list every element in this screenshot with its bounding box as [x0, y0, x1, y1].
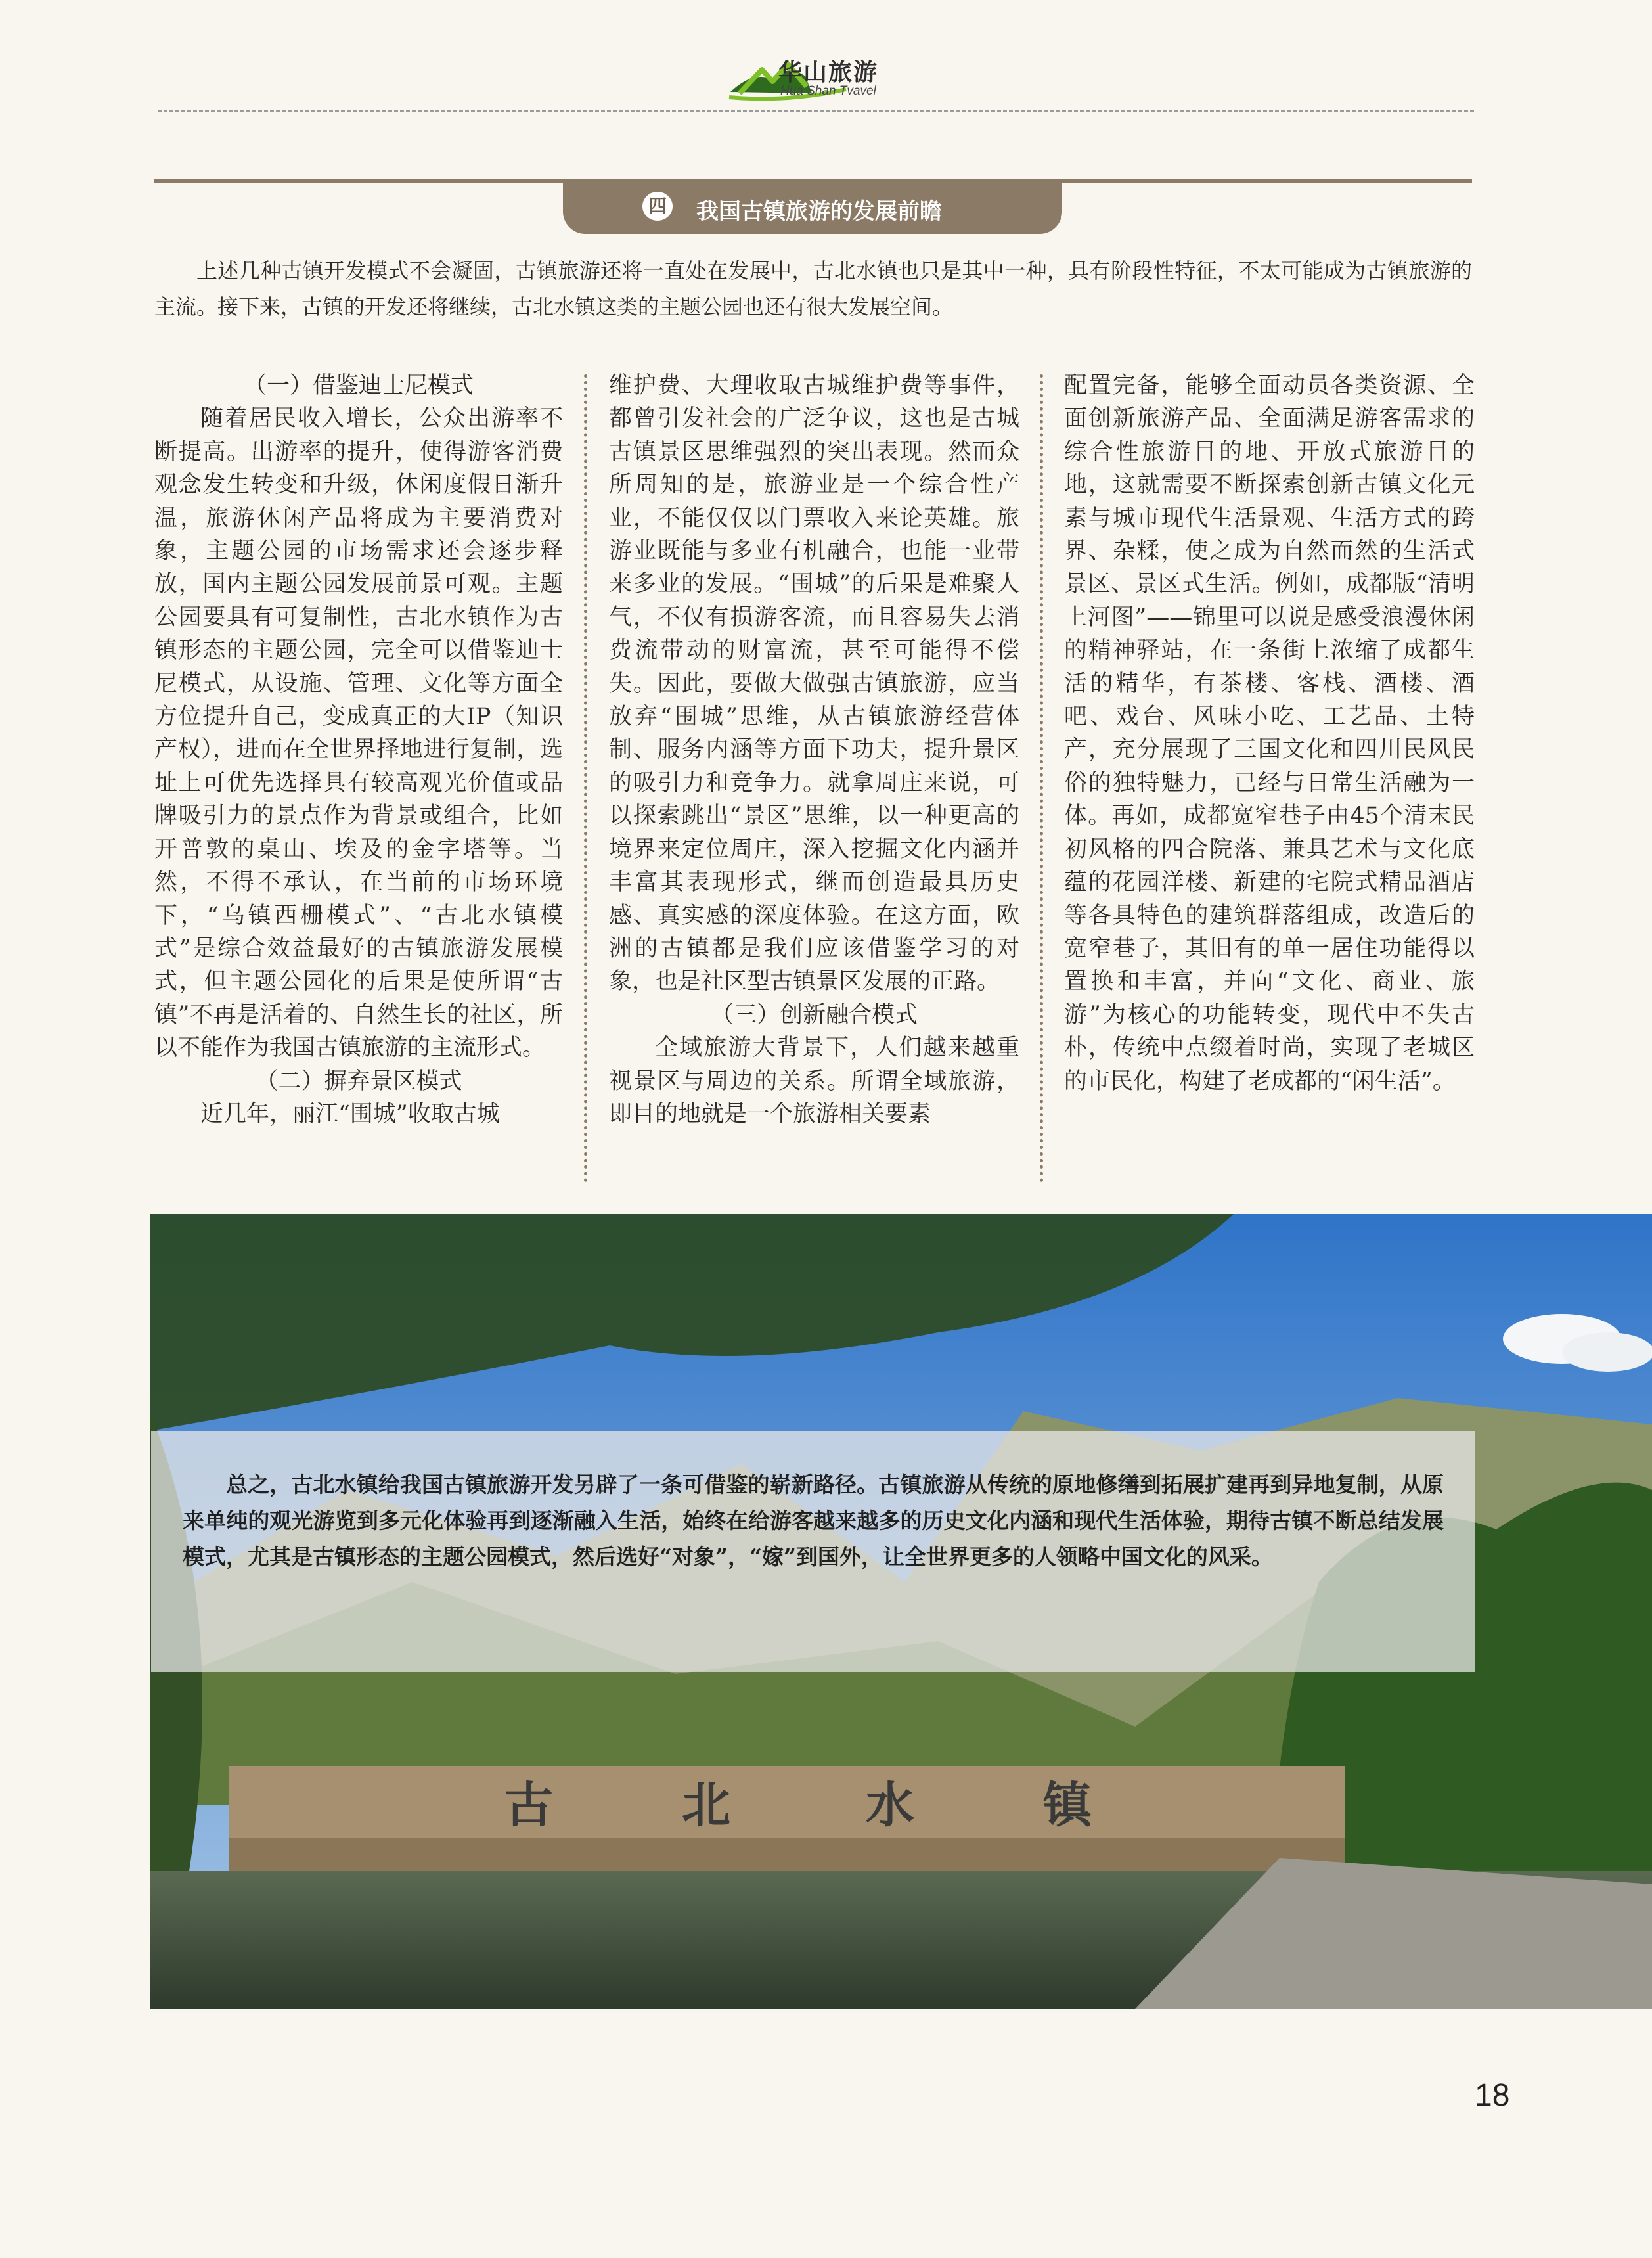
text-column-1 [154, 369, 563, 1131]
dam-sign-char: 水 [866, 1777, 914, 1834]
paragraph: 全域旅游大背景下，人们越来越重视景区与周边的关系。所谓全域旅游，即目的地就是一个旅游相关要素 [609, 1035, 1019, 1127]
magazine-logo-title: 华山旅游 [778, 59, 879, 86]
dam-sign-char: 北 [682, 1777, 730, 1834]
dam-sign-char: 镇 [1043, 1777, 1092, 1834]
text-column-2 [609, 369, 1019, 1131]
paragraph: 维护费、大理收取古城维护费等事件，都曾引发社会的广泛争议，这也是古城古镇景区思维强烈的突出表现。然而众所周知的是，旅游业是一个综合性产业，不能仅仅以门票收入来论英雄。旅游业既能与多业有机融合，也能一业带来多业的发展。“围城”的后果是难聚人气，不仅有损游客流，而且容易失去消费流带动的财富流，甚至可能得不偿失。因此，要做大做强古镇旅游，应当放弃“围城”思维，从古镇旅游经营体制、服务内涵等方面下功夫，提升景区的吸引力和竞争力。就拿周庄来说，可以探索跳出“景区”思维，以一种更高的境界来定位周庄，深入挖掘文化内涵并丰富其表现形式，继而创造最具历史感、真实感的深度体验。在这方面，欧洲的古镇都是我们应该借鉴学习的对象，也是社区型古镇景区发展的正路。 [609, 373, 1019, 995]
intro-paragraph: 上述几种古镇开发模式不会凝固，古镇旅游还将一直处在发展中，古北水镇也只是其中一种，具有阶段性特征，不太可能成为古镇旅游的主流。接下来，古镇的开发还将继续，古北水镇这类的主题公园也还有很大发展空间。 [154, 258, 1472, 319]
summary-paragraph: 总之，古北水镇给我国古镇旅游开发另辟了一条可借鉴的崭新路径。古镇旅游从传统的原地修缮到拓展扩建再到异地复制，从原来单纯的观光游览到多元化体验再到逐渐融入生活，始终在给游客越来越多的历史文化内涵和现代生活体验，期待古镇不断总结发展模式，尤其是古镇形态的主题公园模式，然后选好“对象”，“嫁”到国外，让全世界更多的人领略中国文化的风采。 [183, 1472, 1444, 1569]
subheading-scenic-model: （二）摒弃景区模式 [255, 1068, 462, 1095]
column-divider [584, 374, 587, 1183]
dam-sign-char: 古 [504, 1777, 553, 1834]
header-divider [158, 110, 1474, 112]
text-column-3 [1064, 369, 1475, 1098]
paragraph: 配置完备，能够全面动员各类资源、全面创新旅游产品、全面满足游客需求的综合性旅游目的地、开放式旅游目的地，这就需要不断探索创新古镇文化元素与城市现代生活景观、生活方式的跨界、杂糅，使之成为自然而然的生活式景区、景区式生活。例如，成都版“清明上河图”——锦里可以说是感受浪漫休闲的精神驿站，在一条街上浓缩了成都生活的精华，有茶楼、客栈、酒楼、酒吧、戏台、风味小吃、工艺品、土特产，充分展现了三国文化和四川民风民俗的独特魅力，已经与日常生活融为一体。再如，成都宽窄巷子由45个清末民初风格的四合院落、兼具艺术与文化底蕴的花园洋楼、新建的宅院式精品酒店等各具特色的建筑群落组成，改造后的宽窄巷子，其旧有的单一居住功能得以置换和丰富，并向“文化、商业、旅游”为核心的功能转变，现代中不失古朴，传统中点缀着时尚，实现了老城区的市民化，构建了老成都的“闲生活”。 [1064, 373, 1475, 1095]
paragraph: 随着居民收入增长，公众出游率不断提高。出游率的提升，使得游客消费观念发生转变和升级，休闲度假日渐升温，旅游休闲产品将成为主要消费对象，主题公园的市场需求还会逐步释放，国内主题公园发展前景可观。主题公园要具有可复制性，古北水镇作为古镇形态的主题公园，完全可以借鉴迪士尼模式，从设施、管理、文化等方面全方位提升自己，变成真正的大IP（知识产权），进而在全世界择地进行复制，选址上可优先选择具有较高观光价值或品牌吸引力的景点作为背景或组合，比如开普敦的桌山、埃及的金字塔等。当然，不得不承认，在当前的市场环境下，“乌镇西栅模式”、“古北水镇模式”是综合效益最好的古镇旅游发展模式，但主题公园化的后果是使所谓“古镇”不再是活着的、自然生长的社区，所以不能作为我国古镇旅游的主流形式。 [154, 405, 563, 1062]
subheading-innovation-model: （三）创新融合模式 [710, 1001, 918, 1028]
section-title: 我国古镇旅游的发展前瞻 [696, 198, 942, 225]
paragraph: 近几年，丽江“围城”收取古城 [200, 1100, 500, 1127]
section-number-badge: 四 [642, 192, 673, 221]
column-divider [1040, 374, 1043, 1183]
subheading-disney-model: （一）借鉴迪士尼模式 [243, 373, 474, 399]
magazine-logo-subtitle: Hua Shan Tvavel [780, 84, 876, 98]
page-number: 18 [1475, 2078, 1510, 2113]
